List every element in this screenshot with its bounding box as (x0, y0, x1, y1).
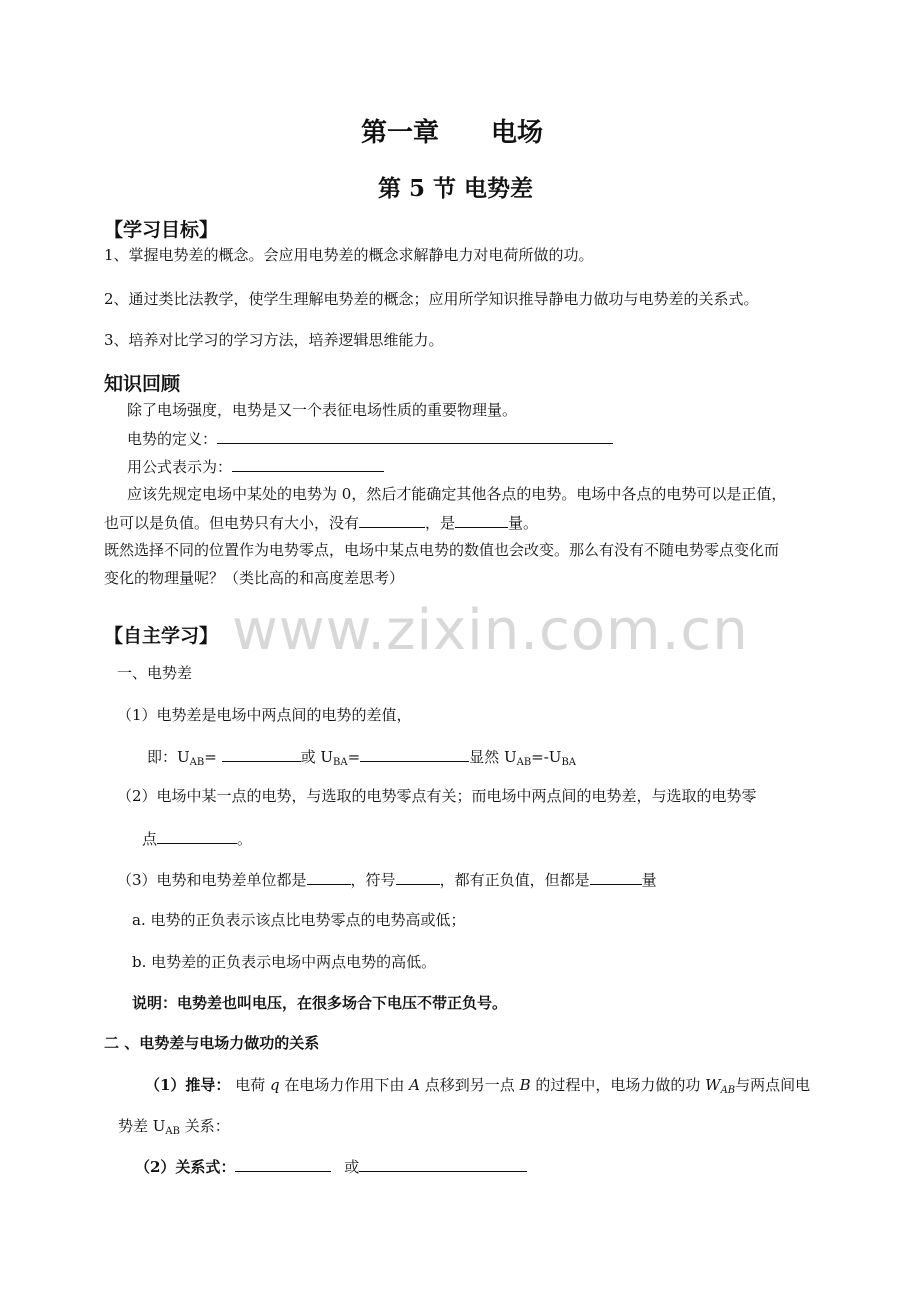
definition-blank[interactable] (217, 428, 613, 444)
section-title: 第 5 节 电势差 (378, 175, 534, 202)
relation-line: （2）关系式： 或 (135, 1156, 527, 1177)
uab-blank[interactable] (222, 746, 301, 762)
chapter-name: 电场 (491, 118, 544, 148)
part1-title: 一、电势差 (117, 664, 193, 682)
review-formula (127, 456, 384, 477)
item1-formula: 即：$U_{AB}=$ 或 $U_{BA}=$ 显然 $U_{AB}=-U_{BA}$ (147, 748, 577, 768)
uba-blank[interactable] (360, 746, 469, 762)
objective-item: 2、通过类比法教学，使学生理解电势差的概念；应用所学知识推导静电力做功与电势差的关系式。 (104, 290, 759, 308)
review-line: 变化的物理量呢？（类比高的和高度差思考） (104, 569, 405, 587)
review-line: 也可以是负值。但电势只有大小，没有 ，是 量。 (104, 514, 539, 532)
chapter-title (361, 112, 543, 149)
unit-blank[interactable] (307, 869, 351, 885)
review-line: 既然选择不同的位置作为电势零点，电场中某点电势的数值也会改变。那么有没有不随电势零点变化而 (104, 541, 780, 559)
relation-blank[interactable] (157, 828, 237, 844)
review-formula-label: 用公式表示为： (127, 458, 233, 476)
relation-formula-blank-2[interactable] (359, 1156, 527, 1172)
review-line: 应该先规定电场中某处的电势为 0，然后才能确定其他各点的电势。电场中各点的电势可以是正值， (127, 485, 787, 503)
relation-formula-blank[interactable] (235, 1156, 331, 1172)
part2-title: 二 、电势差与电场力做功的关系 (104, 1034, 320, 1052)
derive-line: （1）推导： 电荷 q 在电场力作用下由 A 点移到另一点 B 的过程中，电场力做的功 $W_{AB}$与两点间电 (145, 1076, 811, 1096)
item3: （3）电势和电势差单位都是 ，符号 ，都有正负值，但都是 量 (117, 871, 657, 889)
item1: （1）电势差是电场中两点间的电势的差值， (117, 706, 412, 724)
derive-line-2: 势差 $U_{AB}$ 关系： (118, 1117, 230, 1137)
item2: （2）电场中某一点的电势，与选取的电势零点有关；而电场中两点间的电势差，与选取的电势零 (117, 787, 757, 805)
review-line: 除了电场强度，电势是又一个表征电场性质的重要物理量。 (127, 401, 518, 419)
review-heading: 知识回顾 (104, 373, 181, 395)
item3-sub-b: b. 电势差的正负表示电场中两点电势的高低。 (132, 953, 437, 971)
symbol-blank[interactable] (396, 869, 440, 885)
formula-blank[interactable] (232, 456, 384, 472)
review-definition (127, 428, 613, 449)
objective-item: 1、掌握电势差的概念。会应用电势差的概念求解静电力对电荷所做的功。 (104, 246, 594, 264)
item3-sub-a: a. 电势的正负表示该点比电势零点的电势高或低； (132, 911, 466, 929)
scalar-blank[interactable] (590, 869, 642, 885)
watermark: www.zixin.com.cn (232, 598, 749, 663)
direction-blank[interactable] (359, 512, 425, 528)
note: 说明：电势差也叫电压，在很多场合下电压不带正负号。 (132, 994, 508, 1012)
review-definition-label: 电势的定义： (127, 430, 218, 448)
chapter-number: 第一章 (361, 118, 440, 148)
objective-item: 3、培养对比学习的学习方法，培养逻辑思维能力。 (104, 331, 444, 349)
objectives-heading: 【学习目标】 (104, 219, 219, 241)
item2-continued: 点 。 (142, 830, 253, 848)
self-study-heading: 【自主学习】 (104, 625, 219, 647)
quantity-type-blank[interactable] (455, 512, 508, 528)
